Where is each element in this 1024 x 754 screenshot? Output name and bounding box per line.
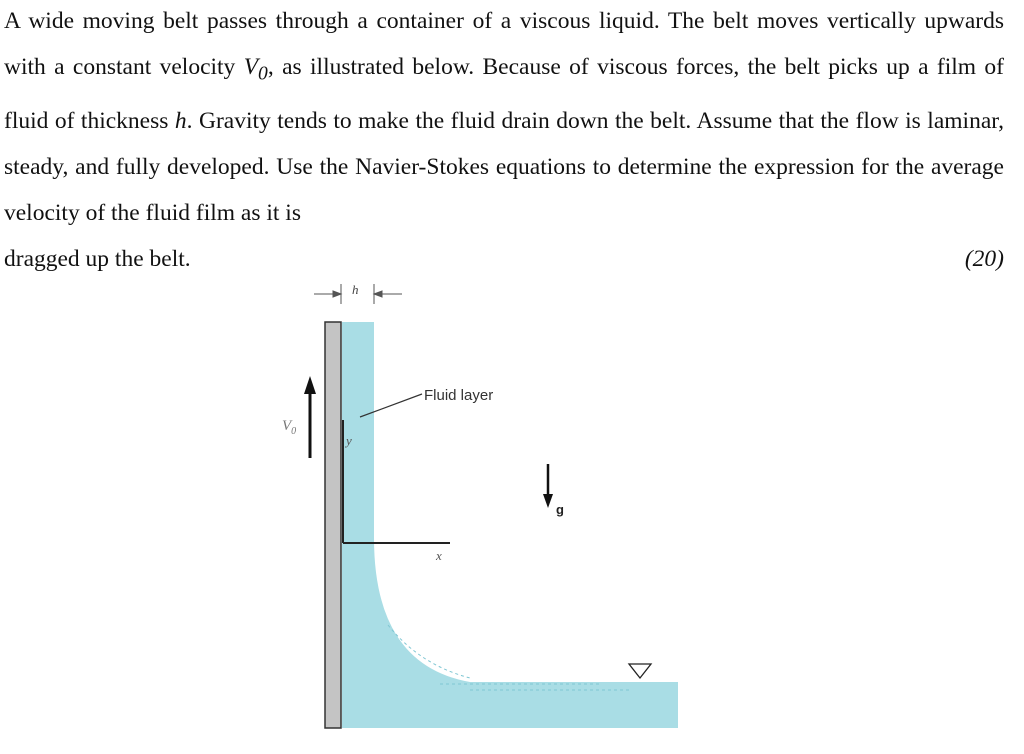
gravity-label: g (556, 502, 564, 517)
problem-marks: (20) (964, 245, 1004, 272)
velocity-label (282, 418, 296, 437)
velocity-label-letter: V (282, 418, 292, 434)
problem-text-part1: A wide moving belt passes through a container of a viscous liquid. The belt moves vertically upwards with a constant velocity (4, 8, 1004, 80)
problem-text-part3: . Gravity tends to make the fluid drain down the belt. Assume that the flow is laminar, steady, and fully developed. Use the Navier-Stokes equations to determine the expression for the average velocity of the fluid film as it is (4, 107, 1005, 226)
free-surface-marker-icon (629, 664, 651, 678)
problem-last-line-text: dragged up the belt. (4, 245, 191, 272)
velocity-symbol: V (243, 54, 259, 80)
y-axis-label: y (346, 433, 352, 448)
fluid-region (342, 322, 678, 728)
gravity-arrow (543, 464, 553, 508)
problem-paragraph (4, 0, 1004, 236)
fluid-layer-label: Fluid layer (424, 387, 494, 404)
problem-text-part2: , as illustrated below. Because of viscous forces, the belt picks up a film of fluid of thickness (4, 54, 1005, 134)
thickness-label: h (352, 282, 359, 297)
belt-diagram (270, 270, 690, 740)
x-axis-label: x (436, 548, 442, 563)
thickness-symbol: h (174, 107, 187, 134)
velocity-arrow (304, 376, 316, 458)
velocity-subscript: 0 (258, 63, 268, 85)
problem-statement (4, 0, 1004, 282)
moving-belt (325, 322, 341, 728)
velocity-label-subscript: 0 (291, 426, 297, 437)
